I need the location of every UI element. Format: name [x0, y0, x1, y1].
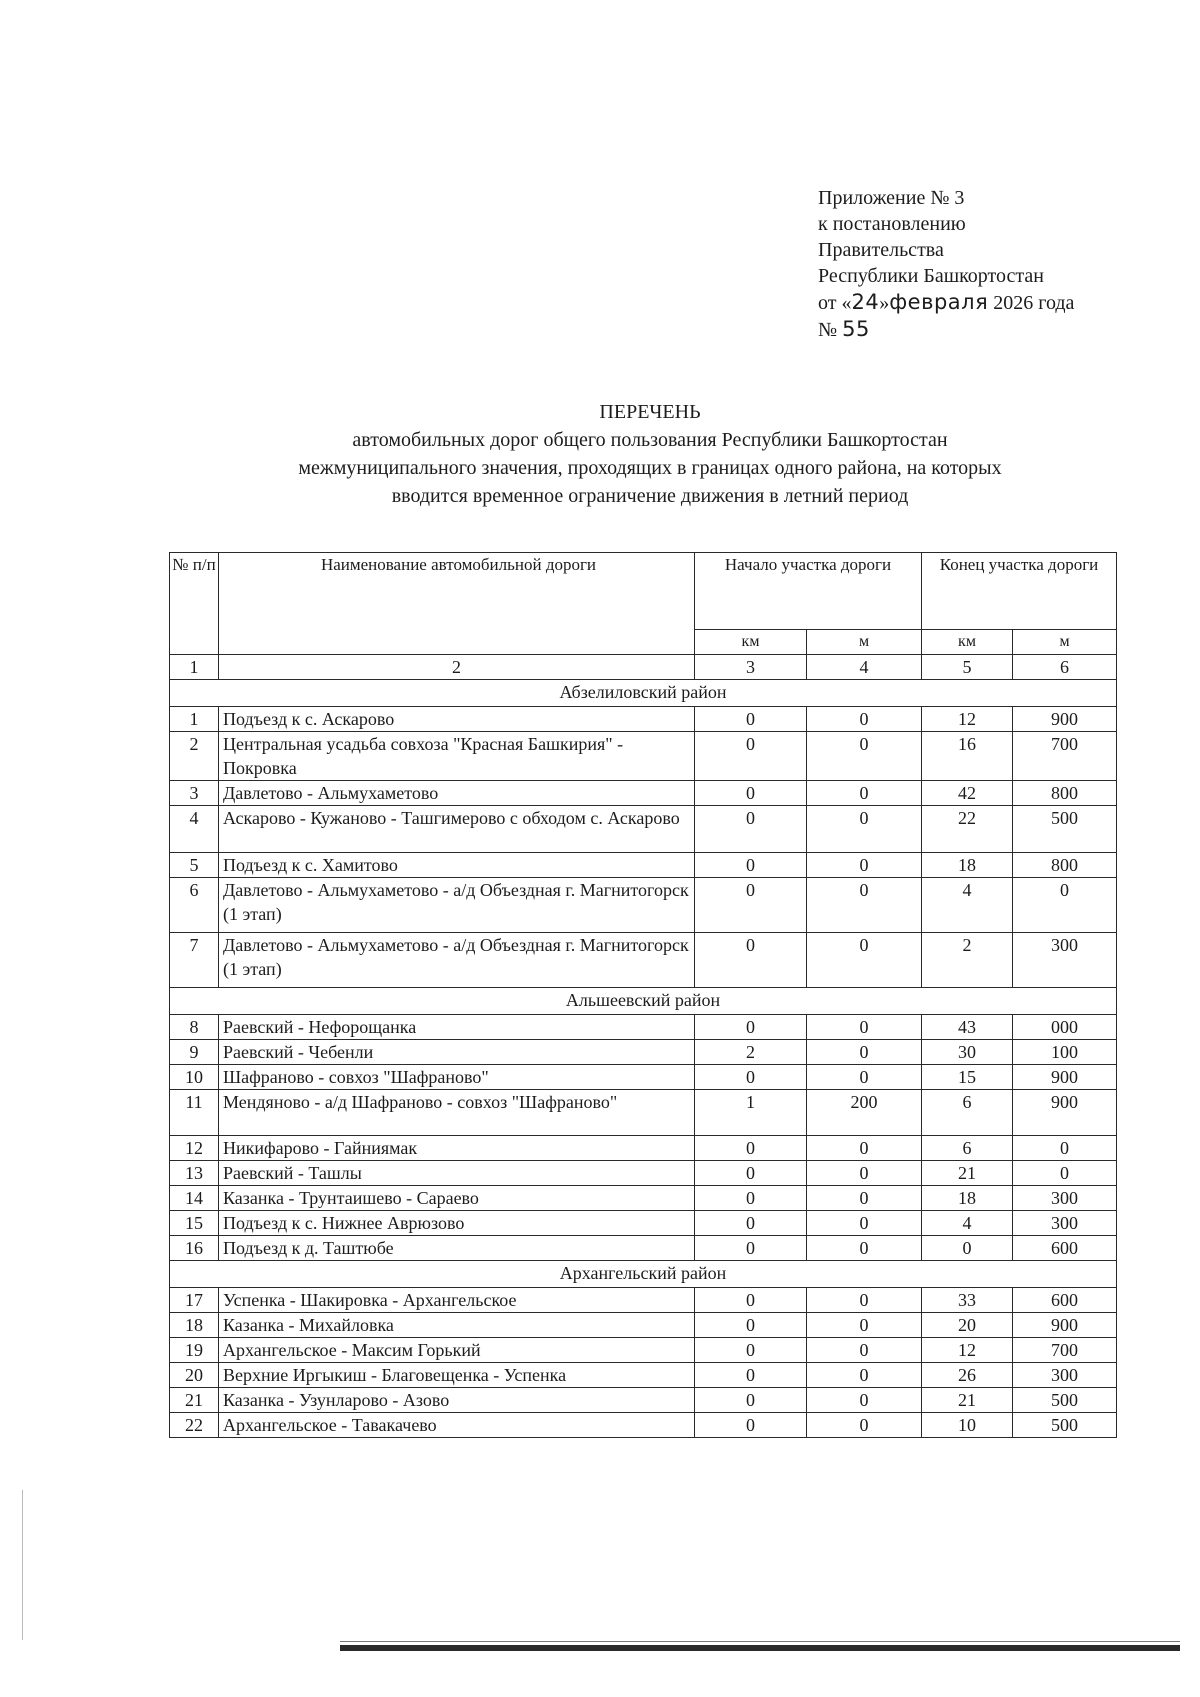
column-numbers-row	[170, 655, 1117, 680]
row-number: 13	[170, 1161, 219, 1186]
road-name: Давлетово - Альмухаметово - а/д Объездная г. Магнитогорск (1 этап)	[219, 933, 695, 988]
end-km: 21	[922, 1161, 1013, 1186]
start-m: 0	[807, 1388, 922, 1413]
date-day: 24	[851, 290, 880, 314]
table-row	[170, 1040, 1117, 1065]
end-km: 4	[922, 1211, 1013, 1236]
start-m: 0	[807, 1040, 922, 1065]
column-number: 2	[219, 655, 695, 680]
end-km: 6	[922, 1136, 1013, 1161]
appendix-number	[818, 316, 1074, 343]
row-number: 14	[170, 1186, 219, 1211]
end-m: 700	[1013, 1338, 1117, 1363]
road-name: Раевский - Чебенли	[219, 1040, 695, 1065]
column-number: 6	[1013, 655, 1117, 680]
row-number: 18	[170, 1313, 219, 1338]
appendix-block	[818, 185, 1074, 343]
district-name: Альшеевский район	[170, 988, 1117, 1015]
table-row	[170, 781, 1117, 806]
end-m: 100	[1013, 1040, 1117, 1065]
start-m: 0	[807, 933, 922, 988]
title-line-2: автомобильных дорог общего пользования Республики Башкортостан	[352, 429, 948, 451]
road-name: Казанка - Узунларово - Азово	[219, 1388, 695, 1413]
row-number: 9	[170, 1040, 219, 1065]
start-m: 0	[807, 1161, 922, 1186]
table-row	[170, 878, 1117, 933]
start-m: 0	[807, 1236, 922, 1261]
start-m: 0	[807, 781, 922, 806]
road-name: Подъезд к д. Таштюбе	[219, 1236, 695, 1261]
start-m: 0	[807, 1186, 922, 1211]
start-m: 0	[807, 1338, 922, 1363]
road-name: Центральная усадьба совхоза "Красная Башкирия" - Покровка	[219, 732, 695, 781]
row-number: 17	[170, 1288, 219, 1313]
appendix-date	[818, 289, 1074, 316]
start-km: 0	[695, 878, 807, 933]
end-km: 20	[922, 1313, 1013, 1338]
end-km: 43	[922, 1015, 1013, 1040]
column-number: 4	[807, 655, 922, 680]
end-m: 300	[1013, 1363, 1117, 1388]
row-number: 1	[170, 707, 219, 732]
header-end: Конец участка дороги	[922, 553, 1117, 630]
table-row	[170, 853, 1117, 878]
end-m: 300	[1013, 933, 1117, 988]
number-prefix: №	[818, 319, 843, 341]
end-m: 500	[1013, 1388, 1117, 1413]
row-number: 20	[170, 1363, 219, 1388]
end-km: 18	[922, 1186, 1013, 1211]
district-row	[170, 988, 1117, 1015]
road-name: Казанка - Михайловка	[219, 1313, 695, 1338]
district-row	[170, 680, 1117, 707]
road-name: Архангельское - Максим Горький	[219, 1338, 695, 1363]
end-km: 10	[922, 1413, 1013, 1438]
table-row	[170, 933, 1117, 988]
date-mid: »	[879, 292, 890, 314]
row-number: 2	[170, 732, 219, 781]
road-name: Подъезд к с. Хамитово	[219, 853, 695, 878]
start-km: 0	[695, 1338, 807, 1363]
start-km: 0	[695, 732, 807, 781]
table-row	[170, 707, 1117, 732]
row-number: 21	[170, 1388, 219, 1413]
scan-edge-mark	[22, 1490, 23, 1640]
end-m: 0	[1013, 1161, 1117, 1186]
start-km: 0	[695, 1211, 807, 1236]
start-m: 0	[807, 1313, 922, 1338]
document-title	[0, 398, 1200, 510]
start-km: 0	[695, 1413, 807, 1438]
table-row	[170, 1236, 1117, 1261]
table-row	[170, 1015, 1117, 1040]
header-start-km: км	[695, 630, 807, 655]
district-row	[170, 1261, 1117, 1288]
end-m: 0	[1013, 1136, 1117, 1161]
table-row	[170, 806, 1117, 853]
table-row	[170, 1211, 1117, 1236]
road-name: Шафраново - совхоз "Шафраново"	[219, 1065, 695, 1090]
table-row	[170, 1186, 1117, 1211]
end-km: 18	[922, 853, 1013, 878]
end-km: 21	[922, 1388, 1013, 1413]
end-m: 800	[1013, 853, 1117, 878]
appendix-line-1: Приложение № 3	[818, 187, 965, 209]
end-m: 500	[1013, 806, 1117, 853]
table-row	[170, 732, 1117, 781]
table-row	[170, 1313, 1117, 1338]
table-row	[170, 1338, 1117, 1363]
appendix-line-4: Республики Башкортостан	[818, 265, 1044, 287]
end-km: 33	[922, 1288, 1013, 1313]
start-m: 0	[807, 1363, 922, 1388]
roads-table	[169, 552, 1117, 1438]
start-m: 0	[807, 732, 922, 781]
start-km: 0	[695, 853, 807, 878]
scan-bottom-bar	[340, 1645, 1180, 1651]
header-start-m: м	[807, 630, 922, 655]
end-km: 42	[922, 781, 1013, 806]
end-m: 600	[1013, 1236, 1117, 1261]
start-km: 2	[695, 1040, 807, 1065]
road-name: Архангельское - Тавакачево	[219, 1413, 695, 1438]
start-km: 0	[695, 1363, 807, 1388]
end-m: 0	[1013, 878, 1117, 933]
start-km: 0	[695, 1236, 807, 1261]
end-m: 900	[1013, 1090, 1117, 1136]
end-km: 2	[922, 933, 1013, 988]
start-km: 0	[695, 1015, 807, 1040]
end-km: 0	[922, 1236, 1013, 1261]
start-km: 0	[695, 707, 807, 732]
start-km: 0	[695, 1161, 807, 1186]
title-line-1: ПЕРЕЧЕНЬ	[599, 401, 701, 423]
column-number: 1	[170, 655, 219, 680]
table-header-row	[170, 553, 1117, 630]
row-number: 5	[170, 853, 219, 878]
end-km: 16	[922, 732, 1013, 781]
row-number: 16	[170, 1236, 219, 1261]
end-km: 12	[922, 707, 1013, 732]
row-number: 7	[170, 933, 219, 988]
appendix-line-2: к постановлению	[818, 213, 966, 235]
end-m: 900	[1013, 1065, 1117, 1090]
end-km: 30	[922, 1040, 1013, 1065]
title-line-3: межмуниципального значения, проходящих в границах одного района, на которых	[298, 457, 1002, 479]
end-km: 22	[922, 806, 1013, 853]
end-km: 15	[922, 1065, 1013, 1090]
row-number: 12	[170, 1136, 219, 1161]
end-m: 900	[1013, 707, 1117, 732]
title-line-4: вводится временное ограничение движения в летний период	[391, 485, 909, 507]
table-row	[170, 1363, 1117, 1388]
district-name: Абзелиловский район	[170, 680, 1117, 707]
decree-number: 55	[842, 317, 870, 341]
table-row	[170, 1161, 1117, 1186]
end-m: 000	[1013, 1015, 1117, 1040]
end-m: 700	[1013, 732, 1117, 781]
end-km: 6	[922, 1090, 1013, 1136]
row-number: 6	[170, 878, 219, 933]
row-number: 8	[170, 1015, 219, 1040]
end-km: 26	[922, 1363, 1013, 1388]
end-km: 12	[922, 1338, 1013, 1363]
end-m: 500	[1013, 1413, 1117, 1438]
end-km: 4	[922, 878, 1013, 933]
road-name: Мендяново - а/д Шафраново - совхоз "Шафраново"	[219, 1090, 695, 1136]
start-km: 0	[695, 933, 807, 988]
district-name: Архангельский район	[170, 1261, 1117, 1288]
start-m: 0	[807, 1413, 922, 1438]
road-name: Никифарово - Гайниямак	[219, 1136, 695, 1161]
start-m: 0	[807, 1211, 922, 1236]
start-km: 0	[695, 806, 807, 853]
header-end-km: км	[922, 630, 1013, 655]
road-name: Раевский - Нефорощанка	[219, 1015, 695, 1040]
header-start: Начало участка дороги	[695, 553, 922, 630]
table-row	[170, 1065, 1117, 1090]
table-row	[170, 1288, 1117, 1313]
table-row	[170, 1388, 1117, 1413]
scan-bottom-line	[340, 1641, 1180, 1642]
start-km: 1	[695, 1090, 807, 1136]
road-name: Успенка - Шакировка - Архангельское	[219, 1288, 695, 1313]
start-m: 0	[807, 707, 922, 732]
start-m: 0	[807, 1015, 922, 1040]
start-km: 0	[695, 1065, 807, 1090]
appendix-line-3: Правительства	[818, 239, 944, 261]
road-name: Подъезд к с. Аскарово	[219, 707, 695, 732]
row-number: 19	[170, 1338, 219, 1363]
table-row	[170, 1136, 1117, 1161]
end-m: 300	[1013, 1211, 1117, 1236]
end-m: 300	[1013, 1186, 1117, 1211]
column-number: 5	[922, 655, 1013, 680]
end-m: 900	[1013, 1313, 1117, 1338]
start-km: 0	[695, 781, 807, 806]
start-m: 0	[807, 1136, 922, 1161]
start-km: 0	[695, 1388, 807, 1413]
row-number: 15	[170, 1211, 219, 1236]
header-name: Наименование автомобильной дороги	[219, 553, 695, 655]
row-number: 22	[170, 1413, 219, 1438]
table-row	[170, 1090, 1117, 1136]
start-m: 0	[807, 853, 922, 878]
road-name: Раевский - Ташлы	[219, 1161, 695, 1186]
road-name: Казанка - Трунтаишево - Сараево	[219, 1186, 695, 1211]
row-number: 4	[170, 806, 219, 853]
end-m: 800	[1013, 781, 1117, 806]
header-end-m: м	[1013, 630, 1117, 655]
row-number: 10	[170, 1065, 219, 1090]
start-km: 0	[695, 1136, 807, 1161]
row-number: 11	[170, 1090, 219, 1136]
start-m: 200	[807, 1090, 922, 1136]
date-prefix: от «	[818, 292, 852, 314]
row-number: 3	[170, 781, 219, 806]
start-km: 0	[695, 1288, 807, 1313]
start-m: 0	[807, 878, 922, 933]
road-name: Подъезд к с. Нижнее Аврюзово	[219, 1211, 695, 1236]
column-number: 3	[695, 655, 807, 680]
road-name: Верхние Иргыкиш - Благовещенка - Успенка	[219, 1363, 695, 1388]
road-name: Аскарово - Кужаново - Ташгимерово с обходом с. Аскарово	[219, 806, 695, 853]
end-m: 600	[1013, 1288, 1117, 1313]
start-km: 0	[695, 1313, 807, 1338]
road-name: Давлетово - Альмухаметово - а/д Объездная г. Магнитогорск (1 этап)	[219, 878, 695, 933]
header-no: № п/п	[170, 553, 219, 655]
date-month: февраля	[889, 290, 989, 314]
date-year: 2026 года	[988, 292, 1075, 314]
start-m: 0	[807, 806, 922, 853]
table-row	[170, 1413, 1117, 1438]
road-name: Давлетово - Альмухаметово	[219, 781, 695, 806]
start-m: 0	[807, 1288, 922, 1313]
start-km: 0	[695, 1186, 807, 1211]
start-m: 0	[807, 1065, 922, 1090]
